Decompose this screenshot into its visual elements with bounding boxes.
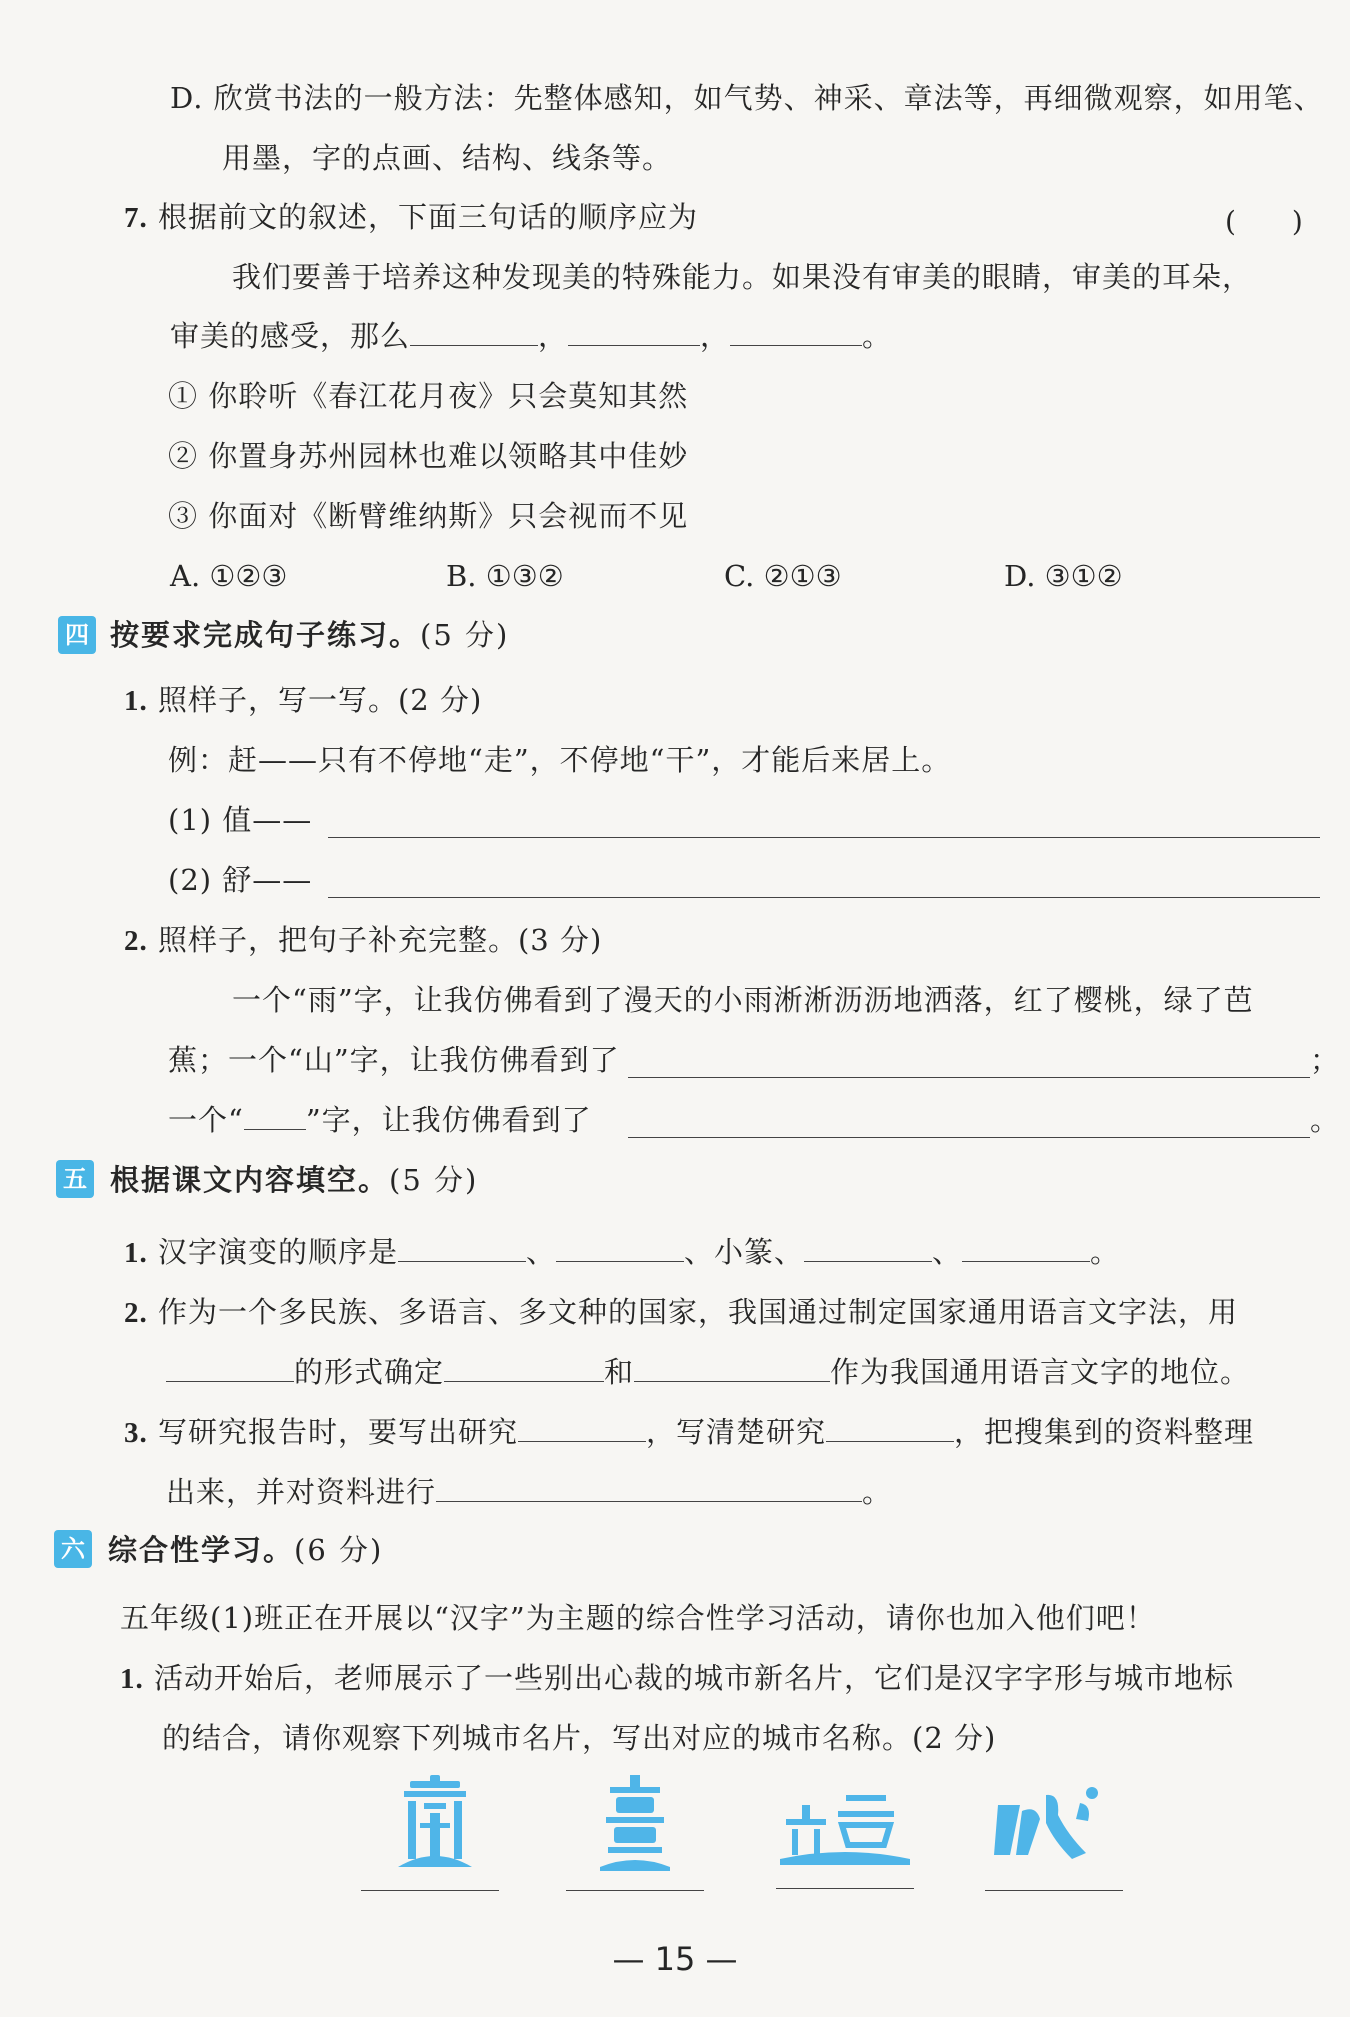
city-card-3-logo xyxy=(780,1775,910,1875)
s5-q2-text-c: 作为我国通用语言文字的地位。 xyxy=(830,1355,1251,1389)
s5-q3-line2 xyxy=(166,1472,892,1512)
s5-q3-text-b: ，写清楚研究 xyxy=(645,1415,826,1449)
q7-sep-2: ， xyxy=(700,319,731,353)
s4-q2-line3-end: 。 xyxy=(1310,1103,1341,1137)
s5-q3-blank-3[interactable] xyxy=(436,1475,862,1502)
q7-option-a[interactable]: A. ①②③ xyxy=(170,559,288,593)
s5-q1 xyxy=(124,1232,1120,1273)
s4-q2-line2-end: ； xyxy=(1310,1043,1341,1077)
section5-score: (5 分) xyxy=(389,1163,479,1197)
s5-q3-line1 xyxy=(124,1412,1254,1453)
s5-q1-text-e: 。 xyxy=(1090,1235,1121,1269)
s6-q1-line1 xyxy=(120,1658,1234,1699)
q7-option-c[interactable]: C. ②①③ xyxy=(724,559,842,593)
s4-q2-answer-line-2[interactable] xyxy=(628,1137,1310,1138)
s4-q2-line1: 一个“雨”字，让我仿佛看到了漫天的小雨淅淅沥沥地洒落，红了樱桃，绿了芭 xyxy=(232,983,1254,1017)
s6-intro: 五年级(1)班正在开展以“汉字”为主题的综合性学习活动，请你也加入他们吧！ xyxy=(120,1601,1156,1635)
s4-q1-a-label: (1) 值—— xyxy=(168,803,313,837)
q7-option-d[interactable]: D. ③①② xyxy=(1004,559,1123,593)
s5-q1-number: 1. xyxy=(124,1237,148,1269)
s5-q1-text-b: 、 xyxy=(525,1235,556,1269)
s4-q1-stem xyxy=(124,680,482,721)
q7-answer-paren[interactable]: ( ) xyxy=(1225,205,1303,238)
s5-q2-text-b: 和 xyxy=(604,1355,635,1389)
s5-q1-text-d: 、 xyxy=(932,1235,963,1269)
q7-sep-1: ， xyxy=(538,319,569,353)
s5-q2-blank-2[interactable] xyxy=(444,1355,604,1382)
q7-blank-1[interactable] xyxy=(410,319,538,346)
s4-q2-line3 xyxy=(168,1100,592,1140)
q7-number: 7. xyxy=(124,202,148,234)
q6-option-d-line1: D. 欣赏书法的一般方法：先整体感知，如气势、神采、章法等，再细微观察，如用笔、 xyxy=(170,81,1324,115)
section5-title xyxy=(110,1160,478,1200)
q7-blank-2[interactable] xyxy=(568,319,700,346)
q7-item-1: ① 你聆听《春江花月夜》只会莫知其然 xyxy=(168,379,689,413)
s4-q1-b-label: (2) 舒—— xyxy=(168,863,313,897)
q7-blank-3[interactable] xyxy=(730,319,862,346)
s5-q2-text-a: 的形式确定 xyxy=(294,1355,445,1389)
s6-q1-number: 1. xyxy=(120,1663,144,1695)
q6-option-d-line2: 用墨，字的点画、结构、线条等。 xyxy=(222,141,673,175)
q7-passage-line1: 我们要善于培养这种发现美的特殊能力。如果没有审美的眼睛，审美的耳朵， xyxy=(232,260,1253,294)
s4-q2-line3-a: 一个“ xyxy=(168,1103,244,1137)
s5-q3-text-c: ，把搜集到的资料整理 xyxy=(954,1415,1255,1449)
q7-passage-line2 xyxy=(170,316,892,356)
s5-q1-text-c: 、小篆、 xyxy=(684,1235,805,1269)
s6-q1-text-1: 活动开始后，老师展示了一些别出心裁的城市新名片，它们是汉字字形与城市地标 xyxy=(153,1661,1234,1695)
s4-q1-text: 照样子，写一写。(2 分) xyxy=(157,683,483,717)
q7-option-b[interactable]: B. ①③② xyxy=(446,559,564,593)
s5-q1-blank-4[interactable] xyxy=(962,1235,1090,1262)
city-card-4-logo xyxy=(988,1775,1108,1875)
city-card-2-answer-line[interactable] xyxy=(566,1890,704,1891)
section5-badge: 五 xyxy=(56,1160,94,1198)
q7-passage-prefix: 审美的感受，那么 xyxy=(170,319,411,353)
s6-q1-line2: 的结合，请你观察下列城市名片，写出对应的城市名称。(2 分) xyxy=(162,1721,997,1755)
s5-q3-blank-2[interactable] xyxy=(826,1415,954,1442)
section4-title xyxy=(110,615,509,655)
s5-q3-text-a: 写研究报告时，要写出研究 xyxy=(157,1415,518,1449)
section6-title-text: 综合性学习。 xyxy=(108,1533,295,1567)
city-card-4-answer-line[interactable] xyxy=(985,1890,1123,1891)
s5-q1-blank-1[interactable] xyxy=(398,1235,526,1262)
s4-q2-text: 照样子，把句子补充完整。(3 分) xyxy=(157,923,603,957)
page-number: — 15 — xyxy=(612,1940,738,1978)
s4-q2-char-blank[interactable] xyxy=(244,1103,306,1130)
s5-q2-blank-1[interactable] xyxy=(166,1355,294,1382)
s4-q1-a-answer-line[interactable] xyxy=(328,837,1320,838)
section6-badge: 六 xyxy=(54,1530,92,1568)
s5-q1-text-a: 汉字演变的顺序是 xyxy=(157,1235,398,1269)
s5-q3-text-d: 出来，并对资料进行 xyxy=(166,1475,437,1509)
section6-title xyxy=(108,1530,383,1570)
s4-q1-example: 例：赶——只有不停地“走”，不停地“干”，才能后来居上。 xyxy=(168,743,952,777)
s5-q2-line2 xyxy=(166,1352,1250,1392)
s5-q2-text-1: 作为一个多民族、多语言、多文种的国家，我国通过制定国家通用语言文字法，用 xyxy=(157,1295,1238,1329)
s5-q2-line1 xyxy=(124,1292,1238,1333)
s5-q2-number: 2. xyxy=(124,1297,148,1329)
section5-title-text: 根据课文内容填空。 xyxy=(110,1163,390,1197)
s4-q2-stem xyxy=(124,920,602,961)
s4-q2-number: 2. xyxy=(124,925,148,957)
city-card-1-logo xyxy=(380,1775,490,1875)
s5-q1-blank-3[interactable] xyxy=(804,1235,932,1262)
s4-q1-number: 1. xyxy=(124,685,148,717)
s5-q3-number: 3. xyxy=(124,1417,148,1449)
city-card-3-answer-line[interactable] xyxy=(776,1888,914,1889)
city-card-1-answer-line[interactable] xyxy=(361,1890,499,1891)
s4-q2-answer-line-1[interactable] xyxy=(628,1077,1310,1078)
city-card-2-logo xyxy=(580,1775,690,1875)
s4-q2-line2: 蕉；一个“山”字，让我仿佛看到了 xyxy=(168,1043,620,1077)
s4-q2-line3-b: ”字，让我仿佛看到了 xyxy=(305,1103,592,1137)
s5-q2-blank-3[interactable] xyxy=(634,1355,830,1382)
section4-score: (5 分) xyxy=(420,618,510,652)
section6-score: (6 分) xyxy=(294,1533,384,1567)
s5-q3-text-e: 。 xyxy=(862,1475,893,1509)
q7-text: 根据前文的叙述，下面三句话的顺序应为 xyxy=(157,200,698,234)
q7-end: 。 xyxy=(862,319,893,353)
s4-q1-b-answer-line[interactable] xyxy=(328,897,1320,898)
section4-badge: 四 xyxy=(58,616,96,654)
s5-q3-blank-1[interactable] xyxy=(518,1415,646,1442)
section4-title-text: 按要求完成句子练习。 xyxy=(110,618,421,652)
s5-q1-blank-2[interactable] xyxy=(556,1235,684,1262)
q7-item-2: ② 你置身苏州园林也难以领略其中佳妙 xyxy=(168,439,689,473)
q7-stem xyxy=(124,197,698,238)
q7-item-3: ③ 你面对《断臂维纳斯》只会视而不见 xyxy=(168,499,689,533)
